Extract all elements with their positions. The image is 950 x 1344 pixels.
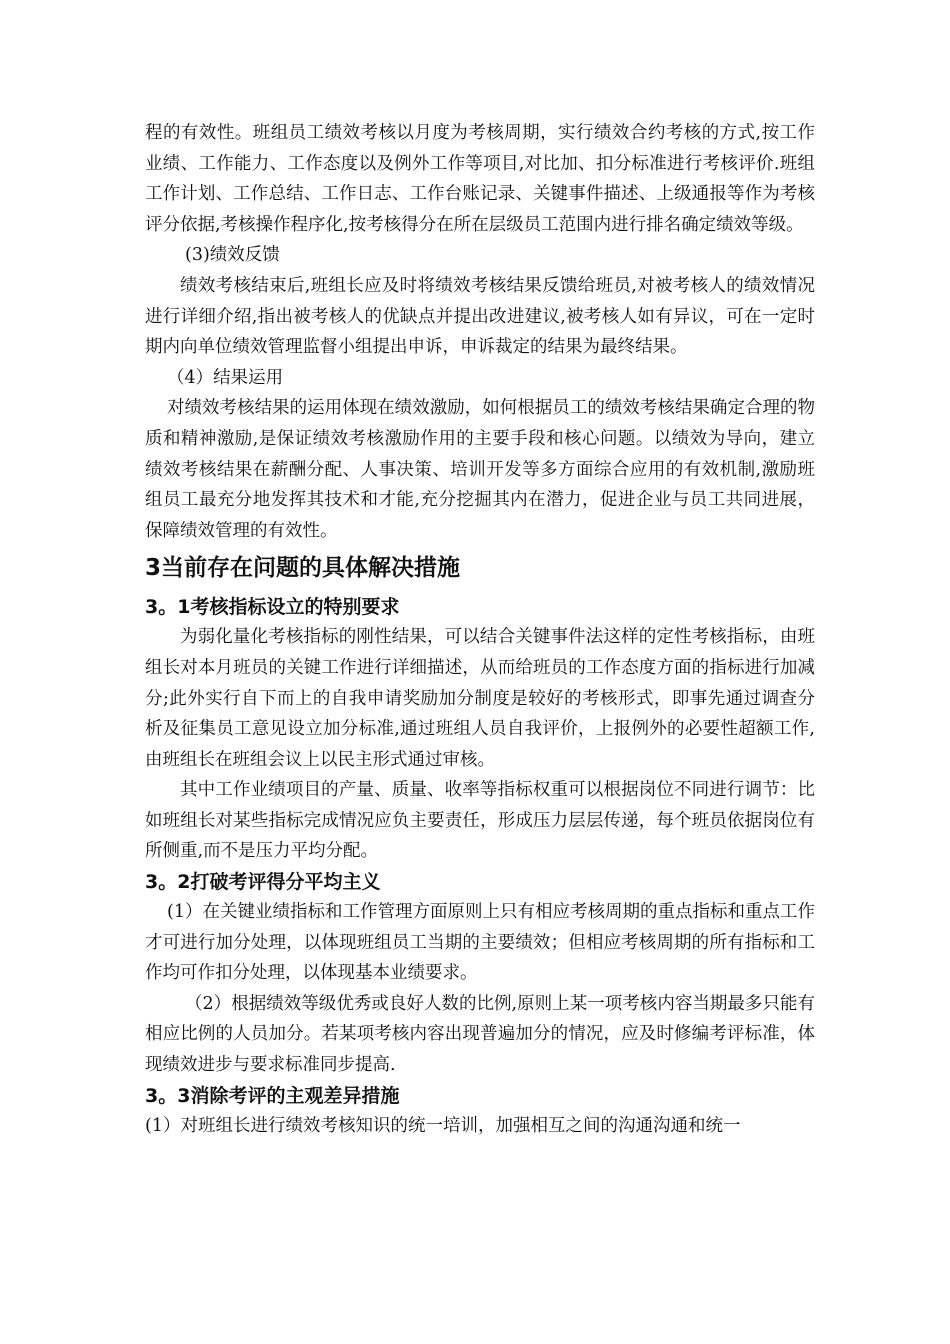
- paragraph-feedback: 绩效考核结束后,班组长应及时将绩效考核结果反馈给班员,对被考核人的绩效情况进行详细介绍,指出被考核人的优缺点并提出改进建议,被考核人如有异议，可在一定时期内向单位绩效管理监督小组提出申诉，申诉裁定的结果为最终结果。: [145, 275, 815, 358]
- document-page: [145, 118, 815, 1141]
- section-3-3-title: 3。3消除考评的主观差异措施: [145, 1084, 400, 1107]
- section-3-1-title: 3。1考核指标设立的特别要求: [145, 596, 400, 619]
- paragraph-3-1-b: 其中工作业绩项目的产量、质量、收率等指标权重可以根据岗位不同进行调节：比如班组长对某些指标完成情况应负主要责任，形成压力层层传递，每个班员依据岗位有所侧重,而不是压力平均分配。: [145, 780, 815, 862]
- heading-performance-feedback: (3)绩效反馈: [185, 245, 280, 266]
- paragraph-3-2-a: (1）在关键业绩指标和工作管理方面原则上只有相应考核周期的重点指标和重点工作才可进行加分处理，以体现班组员工当期的主要绩效；但相应考核周期的所有指标和工作均可作扣分处理，以体现基本业绩要求。: [145, 902, 815, 984]
- paragraph-effectiveness: 程的有效性。班组员工绩效考核以月度为考核周期，实行绩效合约考核的方式,按工作业绩、工作能力、工作态度以及例外工作等项目,对比加、扣分标准进行考核评价.班组工作计划、工作总结、工作日志、工作台账记录、关键事件描述、上级通报等作为考核评分依据,考核操作程序化,按考核得分在所在层级员工范围内进行排名确定绩效等级。: [145, 123, 815, 235]
- section-3-2-title: 3。2打破考评得分平均主义: [145, 871, 381, 894]
- paragraph-result-application: 对绩效考核结果的运用体现在绩效激励，如何根据员工的绩效考核结果确定合理的物质和精神激励,是保证绩效考核激励作用的主要手段和核心问题。以绩效为导向，建立绩效考核结果在薪酬分配、人事决策、培训开发等多方面综合应用的有效机制,激励班组员工最充分地发挥其技术和才能,充分挖掘其内在潜力，促进企业与员工共同进展，保障绩效管理的有效性。: [145, 398, 815, 541]
- paragraph-3-3-a: (1）对班组长进行绩效考核知识的统一培训，加强相互之间的沟通沟通和统一: [145, 1115, 741, 1136]
- heading-result-application: （4）结果运用: [167, 367, 284, 388]
- section-3-title: 3当前存在问题的具体解决措施: [145, 555, 461, 582]
- paragraph-3-2-b: （2）根据绩效等级优秀或良好人数的比例,原则上某一项考核内容当期最多只能有相应比例的人员加分。若某项考核内容出现普遍加分的情况，应及时修编考评标准，体现绩效进步与要求标准同步提高.: [145, 993, 815, 1076]
- paragraph-3-1-a: 为弱化量化考核指标的刚性结果，可以结合关键事件法这样的定性考核指标，由班组长对本月班员的关键工作进行详细描述，从而给班员的工作态度方面的指标进行加减分;此外实行自下而上的自我申请奖励加分制度是较好的考核形式，即事先通过调查分析及征集员工意见设立加分标准,通过班组人员自我评价，上报例外的必要性超额工作,由班组长在班组会议上以民主形式通过审核。: [145, 627, 815, 770]
